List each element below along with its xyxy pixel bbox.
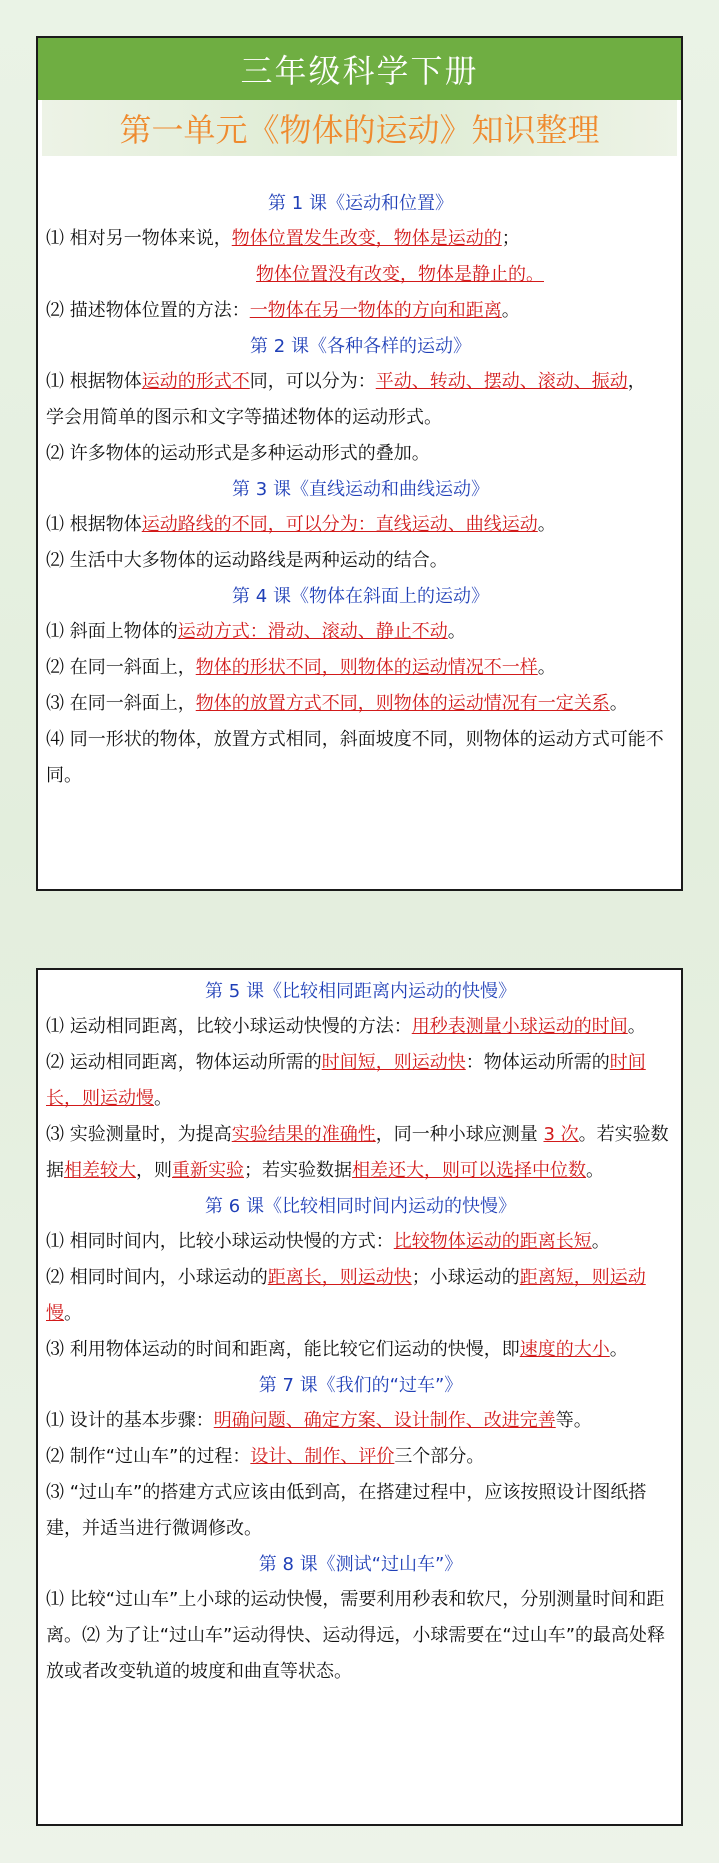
note-paragraph [46,364,675,400]
note-text: ⑵ 生活中大多物体的运动路线是两种运动的结合。 [46,550,448,571]
note-text: 。 [591,1231,610,1252]
notes-card-1 [36,36,683,891]
note-text: ⑵ 制作“过山车”的过程： [46,1446,251,1467]
note-text: 三个部分。 [394,1446,485,1467]
note-paragraph [46,1224,675,1260]
note-text: ⑵ 相同时间内，小球运动的 [46,1267,268,1288]
note-text: ⑵ 在同一斜面上， [46,657,196,678]
lesson-heading: 第 4 课《物体在斜面上的运动》 [232,586,489,607]
note-text: ⑵ 许多物体的运动形式是多种运动形式的叠加。 [46,443,430,464]
key-point: 实验结果的准确性 [231,1124,376,1145]
note-paragraph [46,1117,675,1189]
key-point: 时间短，则运动快 [321,1052,466,1073]
note-text: ，则 [136,1160,172,1181]
key-point: 运动的形式不 [141,371,250,392]
note-text: 。 [609,693,628,714]
note-paragraph [46,1045,675,1117]
note-text: ⑵ 描述物体位置的方法： [46,300,250,321]
note-text: 。 [447,621,466,642]
note-paragraph [46,1439,675,1475]
note-paragraph [46,1009,675,1045]
note-text: 。 [537,514,556,535]
key-point: 物体位置发生改变，物体是运动的 [231,228,502,249]
lesson-heading: 第 2 课《各种各样的运动》 [250,336,471,357]
note-text: 。 [609,1339,628,1360]
page-title: 三年级科学下册 [38,38,681,100]
key-point: 相差还大，则可以选择中位数 [352,1160,586,1181]
key-point: 运动方式：滑动、滚动、静止不动 [177,621,448,642]
card1-content [38,156,681,794]
note-paragraph [46,400,675,436]
key-point: 距离长，则运动快 [267,1267,412,1288]
lesson-heading: 第 1 课《运动和位置》 [268,193,453,214]
note-text: 学会用简单的图示和文字等描述物体的运动形式。 [46,407,442,428]
note-text: 同，可以分为： [249,371,376,392]
key-point: 距离短，则运动慢 [46,1267,646,1324]
key-point: 用秒表测量小球运动的时间 [411,1016,628,1037]
note-text: ：物体运动所需的 [465,1052,610,1073]
lesson-heading: 第 6 课《比较相同时间内运动的快慢》 [205,1196,516,1217]
note-text: ⑴ 设计的基本步骤： [46,1410,214,1431]
note-text: ⑴ 根据物体 [46,514,142,535]
key-point: 物体的放置方式不同，则物体的运动情况有一定关系 [195,693,610,714]
note-text: 。 [586,1160,604,1181]
key-point: 平动、转动、摆动、滚动、振动 [375,371,628,392]
note-text: ， [627,371,646,392]
note-paragraph [46,257,675,293]
key-point: 比较物体运动的距离长短 [393,1231,592,1252]
note-paragraph [46,1582,675,1690]
key-point: 物体位置没有改变，物体是静止的。 [256,264,544,285]
note-text: ⑴ 根据物体 [46,371,142,392]
unit-subtitle: 第一单元《物体的运动》知识整理 [42,100,677,156]
note-text: ⑶ “过山车”的搭建方式应该由低到高，在搭建过程中，应该按照设计图纸搭建，并适当进行微调修改。 [46,1482,647,1539]
note-text: ； [501,228,520,249]
lesson-heading: 第 7 课《我们的“过车”》 [258,1375,463,1396]
note-text: 等。 [555,1410,592,1431]
key-point: 3 次 [543,1124,579,1145]
note-text: ⑴ 运动相同距离，比较小球运动快慢的方法： [46,1016,412,1037]
note-paragraph [46,221,675,257]
key-point: 设计、制作、评价 [250,1446,395,1467]
note-paragraph [46,1475,675,1547]
key-point: 重新实验 [172,1160,244,1181]
note-paragraph [46,614,675,650]
note-paragraph [46,543,675,579]
note-paragraph [46,1260,675,1332]
key-point: 物体的形状不同，则物体的运动情况不一样 [195,657,538,678]
note-text: ⑶ 利用物体运动的时间和距离，能比较它们运动的快慢，即 [46,1339,520,1360]
note-paragraph [46,686,675,722]
note-paragraph [46,1332,675,1368]
lesson-heading: 第 5 课《比较相同距离内运动的快慢》 [205,981,516,1002]
note-text: ；若实验数据 [244,1160,352,1181]
note-text: ⑴ 相同时间内，比较小球运动快慢的方式： [46,1231,394,1252]
note-text: ⑴ 比较“过山车”上小球的运动快慢，需要利用秒表和软尺，分别测量时间和距离。⑵ 为了让“过山车”运动得快、运动得远，小球需要在“过山车”的最高处释放或者改变轨道的坡度和曲直等状态。 [46,1589,666,1682]
note-text: ⑶ 实验测量时，为提高 [46,1124,232,1145]
note-text: 。 [501,300,520,321]
note-text: ⑶ 在同一斜面上， [46,693,196,714]
lesson-heading: 第 8 课《测试“过山车”》 [258,1554,463,1575]
card2-content [38,970,681,1690]
note-text: ⑴ 斜面上物体的 [46,621,178,642]
note-text: 。 [537,657,556,678]
note-paragraph [46,436,675,472]
note-text: ；小球运动的 [411,1267,520,1288]
key-point: 时间长，则运动慢 [46,1052,646,1109]
note-text: ，同一种小球应测量 [375,1124,544,1145]
note-text: 。 [154,1088,172,1109]
note-paragraph [46,1403,675,1439]
note-paragraph [46,650,675,686]
note-paragraph [46,722,675,794]
key-point: 运动路线的不同，可以分为：直线运动、曲线运动 [141,514,538,535]
note-text: 。 [627,1016,646,1037]
note-text: ⑷ 同一形状的物体，放置方式相同，斜面坡度不同，则物体的运动方式可能不同。 [46,729,664,786]
note-paragraph [46,293,675,329]
note-paragraph [46,507,675,543]
note-text: 。 [64,1303,82,1324]
note-text: 。若实验数据 [46,1124,669,1181]
key-point: 相差较大 [64,1160,136,1181]
key-point: 一物体在另一物体的方向和距离 [249,300,502,321]
note-text: ⑵ 运动相同距离，物体运动所需的 [46,1052,322,1073]
key-point: 明确问题、确定方案、设计制作、改进完善 [213,1410,556,1431]
note-text: ⑴ 相对另一物体来说， [46,228,232,249]
key-point: 速度的大小 [519,1339,610,1360]
notes-card-2 [36,968,683,1826]
lesson-heading: 第 3 课《直线运动和曲线运动》 [232,479,489,500]
